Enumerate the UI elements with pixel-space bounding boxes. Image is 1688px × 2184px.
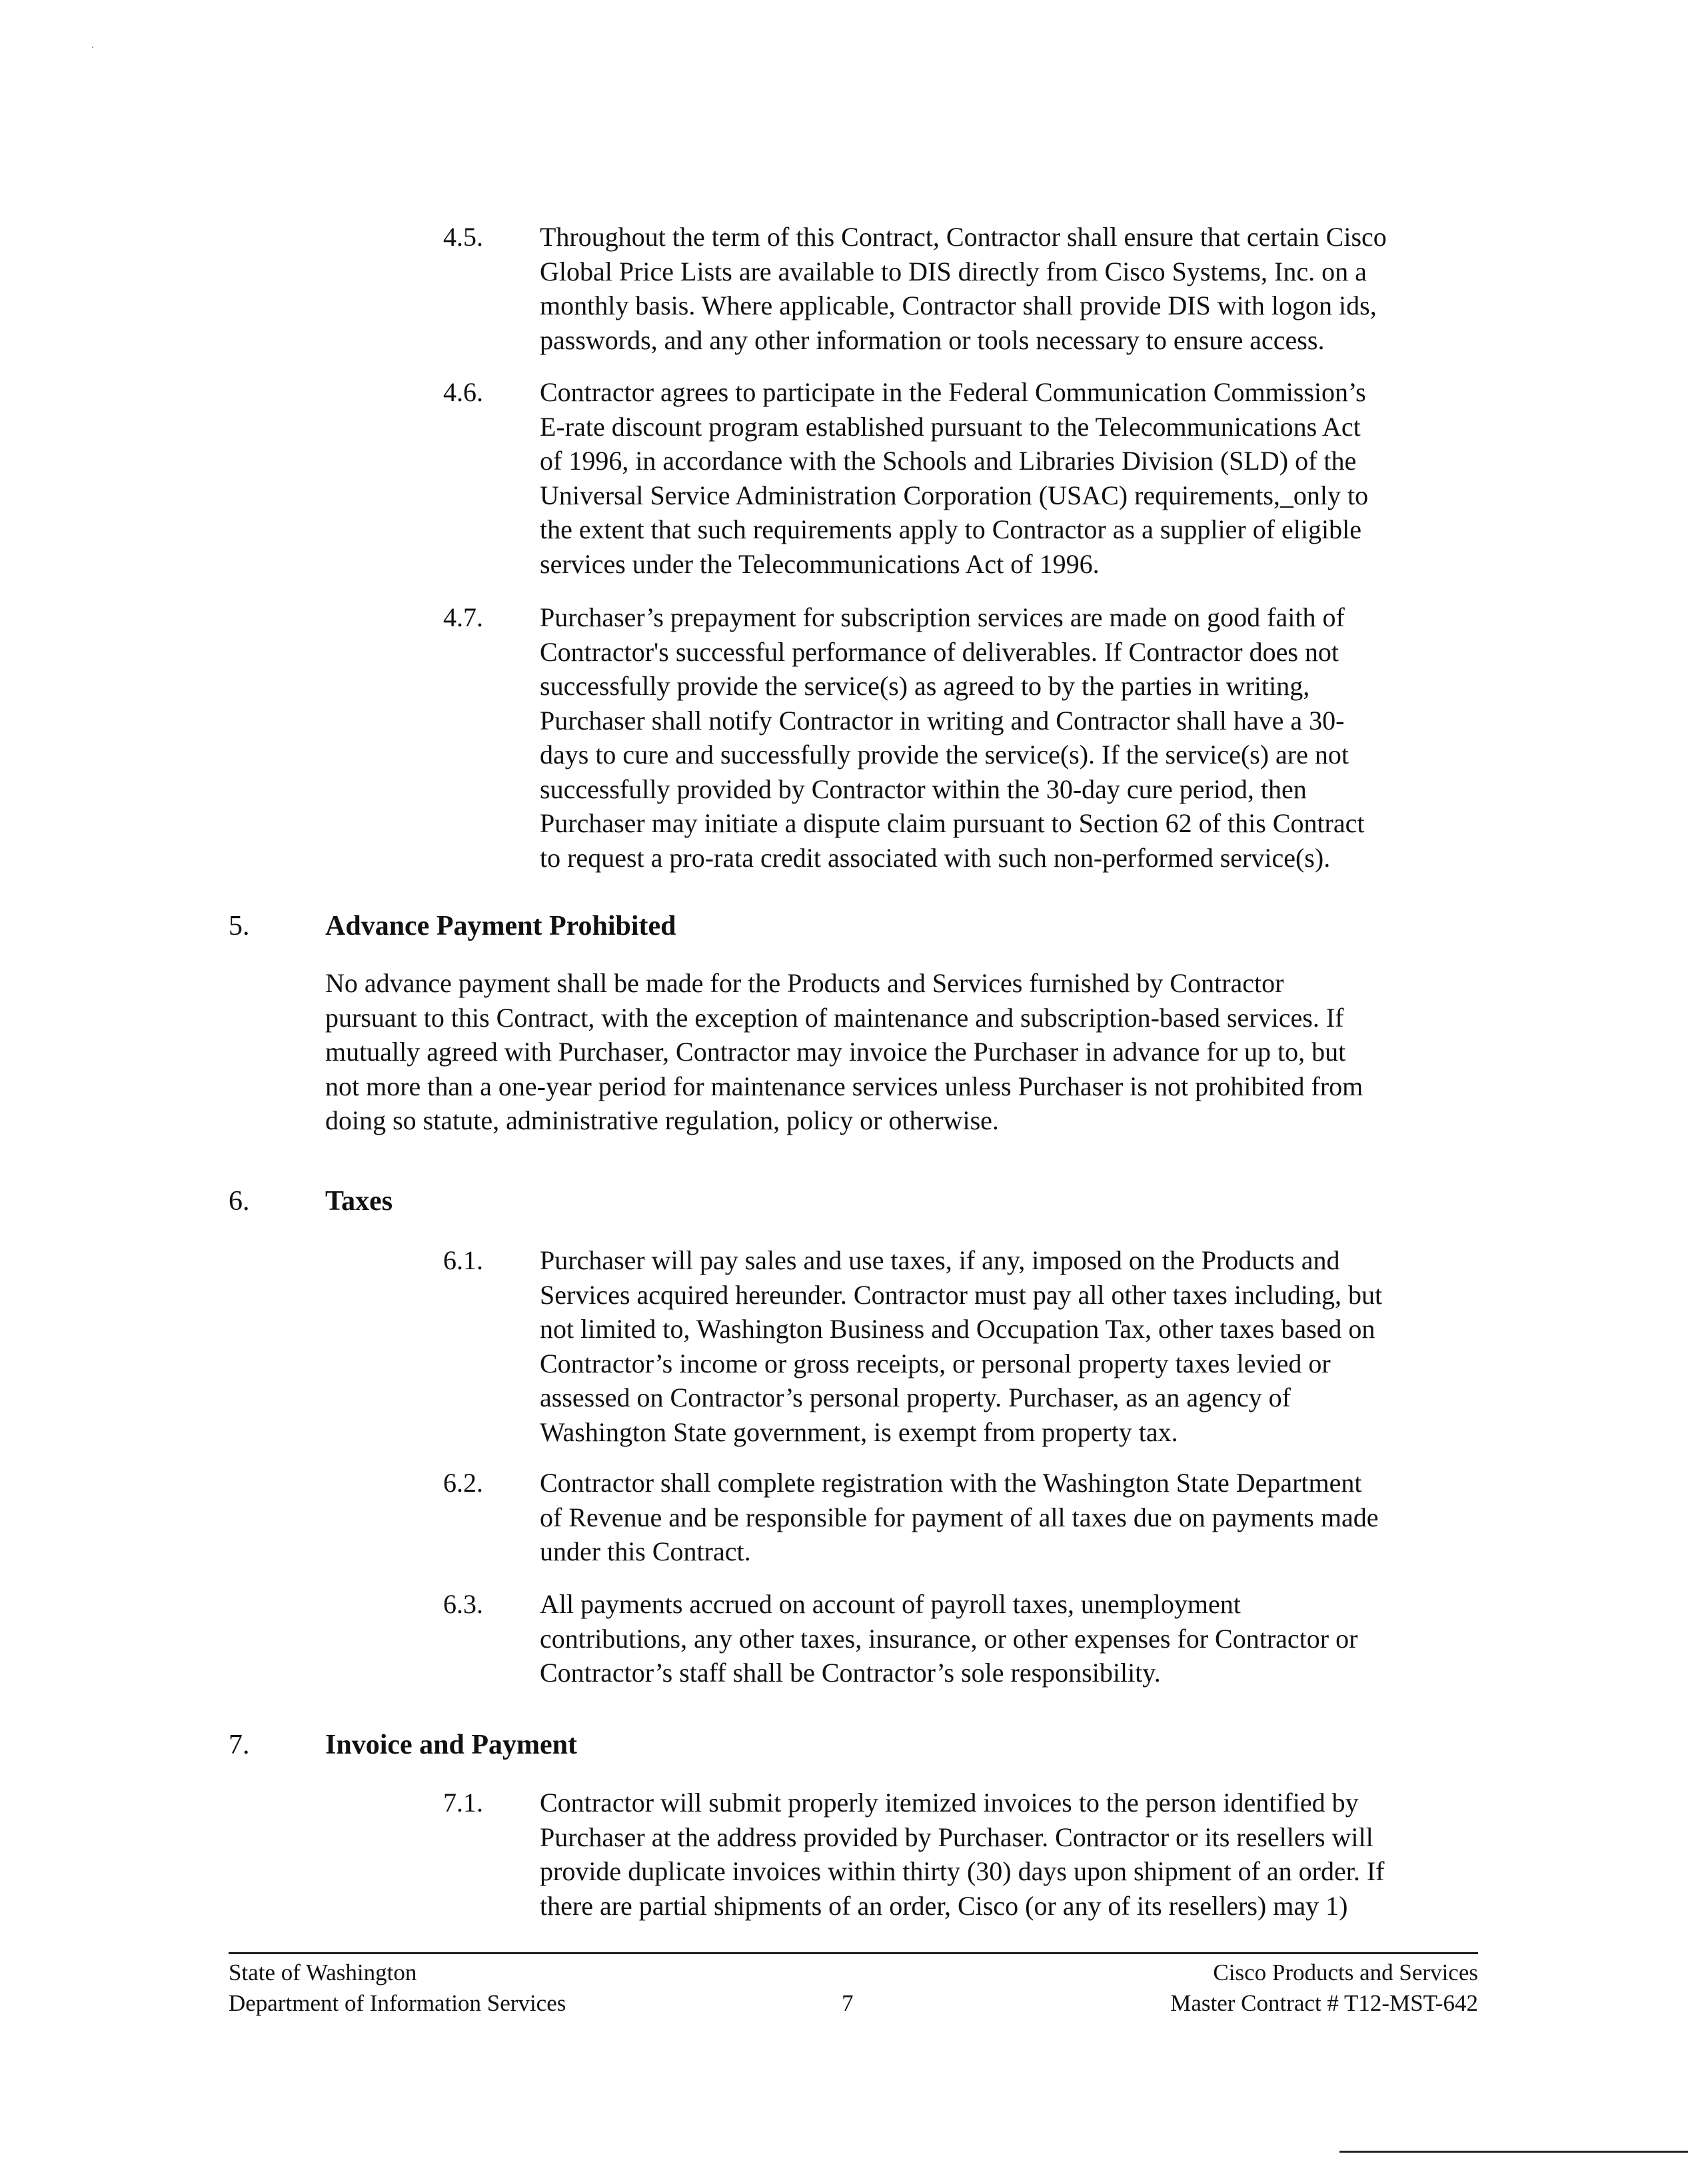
- text-line: Purchaser’s prepayment for subscription services are made on good faith of: [540, 602, 1345, 632]
- footer-right: [1170, 1957, 1478, 2019]
- text-line: successfully provide the service(s) as agreed to by the parties in writing,: [540, 671, 1310, 701]
- text-line: Services acquired hereunder. Contractor must pay all other taxes including, but: [540, 1279, 1383, 1310]
- text-line: not limited to, Washington Business and Occupation Tax, other taxes based on: [540, 1314, 1375, 1344]
- scan-speck: [92, 47, 93, 48]
- footer-state: State of Washington: [229, 1959, 417, 1985]
- clause-6-2: [443, 1466, 1483, 1569]
- section-5-heading: [229, 909, 1495, 943]
- text-line: not more than a one-year period for maintenance services unless Purchaser is not prohibited from: [325, 1071, 1363, 1101]
- text-line: monthly basis. Where applicable, Contractor shall provide DIS with logon ids,: [540, 290, 1377, 320]
- section-title: Invoice and Payment: [325, 1730, 577, 1760]
- clause-text: [540, 375, 1483, 581]
- text-line: Purchaser at the address provided by Purchaser. Contractor or its resellers will: [540, 1822, 1373, 1852]
- text-line: Purchaser will pay sales and use taxes, if any, imposed on the Products and: [540, 1245, 1340, 1275]
- text-line: to request a pro-rata credit associated with such non-performed service(s).: [540, 842, 1331, 873]
- text-line: assessed on Contractor’s personal property. Purchaser, as an agency of: [540, 1382, 1291, 1412]
- clause-text: [540, 600, 1483, 875]
- text-line: days to cure and successfully provide the service(s). If the service(s) are not: [540, 740, 1349, 770]
- clause-7-1: [443, 1786, 1483, 1923]
- section-number: 7.: [229, 1730, 250, 1760]
- text-line: Washington State government, is exempt from property tax.: [540, 1416, 1178, 1447]
- text-line: Contractor’s income or gross receipts, or personal property taxes levied or: [540, 1348, 1331, 1378]
- text-line: Universal Service Administration Corporation (USAC) requirements,_only to: [540, 480, 1369, 510]
- text-line: provide duplicate invoices within thirty (30) days upon shipment of an order. If: [540, 1856, 1385, 1886]
- clause-6-3: [443, 1587, 1483, 1690]
- text-line: Throughout the term of this Contract, Contractor shall ensure that certain Cisco: [540, 222, 1387, 252]
- text-line: there are partial shipments of an order, Cisco (or any of its resellers) may 1): [540, 1890, 1348, 1921]
- text-line: E-rate discount program established pursuant to the Telecommunications Act: [540, 411, 1361, 442]
- scan-edge-line: [1339, 2151, 1688, 2153]
- footer-contract-number: Master Contract # T12-MST-642: [1170, 1990, 1478, 2016]
- clause-number: 4.6.: [443, 377, 483, 407]
- clause-number: 7.1.: [443, 1788, 483, 1818]
- clause-number: 6.2.: [443, 1468, 483, 1498]
- text-line: Contractor's successful performance of deliverables. If Contractor does not: [540, 636, 1339, 667]
- text-line: the extent that such requirements apply to Contractor as a supplier of eligible: [540, 514, 1361, 544]
- text-line: successfully provided by Contractor within the 30-day cure period, then: [540, 774, 1307, 804]
- text-line: Global Price Lists are available to DIS directly from Cisco Systems, Inc. on a: [540, 256, 1367, 286]
- clause-text: [540, 1243, 1483, 1449]
- section-5-paragraph: [325, 966, 1478, 1138]
- text-line: Contractor shall complete registration with the Washington State Department: [540, 1468, 1362, 1498]
- section-number: 5.: [229, 911, 250, 941]
- clause-6-1: [443, 1243, 1483, 1449]
- clause-4-6: [443, 375, 1483, 581]
- text-line: Contractor will submit properly itemized invoices to the person identified by: [540, 1788, 1359, 1818]
- text-line: No advance payment shall be made for the Products and Services furnished by Contractor: [325, 968, 1284, 998]
- text-line: Purchaser shall notify Contractor in writing and Contractor shall have a 30-: [540, 705, 1345, 736]
- text-line: Contractor agrees to participate in the Federal Communication Commission’s: [540, 377, 1366, 407]
- footer-divider: [229, 1952, 1478, 1954]
- text-line: Contractor’s staff shall be Contractor’s sole responsibility.: [540, 1658, 1161, 1688]
- text-line: mutually agreed with Purchaser, Contractor may invoice the Purchaser in advance for up to, but: [325, 1037, 1346, 1067]
- text-line: contributions, any other taxes, insurance, or other expenses for Contractor or: [540, 1623, 1358, 1654]
- text-line: of 1996, in accordance with the Schools and Libraries Division (SLD) of the: [540, 446, 1357, 476]
- clause-number: 6.3.: [443, 1589, 483, 1619]
- clause-text: [540, 1786, 1483, 1923]
- clause-text: [540, 1466, 1483, 1569]
- text-line: under this Contract.: [540, 1536, 751, 1566]
- footer-left: [229, 1957, 566, 2019]
- text-line: doing so statute, administrative regulation, policy or otherwise.: [325, 1105, 999, 1135]
- text-line: passwords, and any other information or tools necessary to ensure access.: [540, 324, 1325, 355]
- footer-department: Department of Information Services: [229, 1990, 566, 2016]
- text-line: services under the Telecommunications Act of 1996.: [540, 548, 1100, 579]
- clause-4-5: [443, 220, 1483, 357]
- clause-number: 6.1.: [443, 1245, 483, 1275]
- clause-text: [540, 220, 1483, 357]
- section-title: Taxes: [325, 1186, 393, 1217]
- page-number: 7: [842, 1990, 854, 2016]
- clause-4-7: [443, 600, 1483, 875]
- text-line: Purchaser may initiate a dispute claim pursuant to Section 62 of this Contract: [540, 808, 1365, 838]
- text-line: of Revenue and be responsible for payment of all taxes due on payments made: [540, 1502, 1379, 1532]
- section-7-heading: [229, 1728, 1495, 1762]
- clause-number: 4.7.: [443, 602, 483, 632]
- clause-text: [540, 1587, 1483, 1690]
- clause-number: 4.5.: [443, 222, 483, 252]
- section-6-heading: [229, 1184, 1495, 1219]
- text-line: pursuant to this Contract, with the exception of maintenance and subscription-based services. If: [325, 1002, 1344, 1033]
- section-title: Advance Payment Prohibited: [325, 911, 676, 941]
- footer-product: Cisco Products and Services: [1213, 1959, 1478, 1985]
- section-number: 6.: [229, 1186, 250, 1217]
- text-line: All payments accrued on account of payroll taxes, unemployment: [540, 1589, 1241, 1619]
